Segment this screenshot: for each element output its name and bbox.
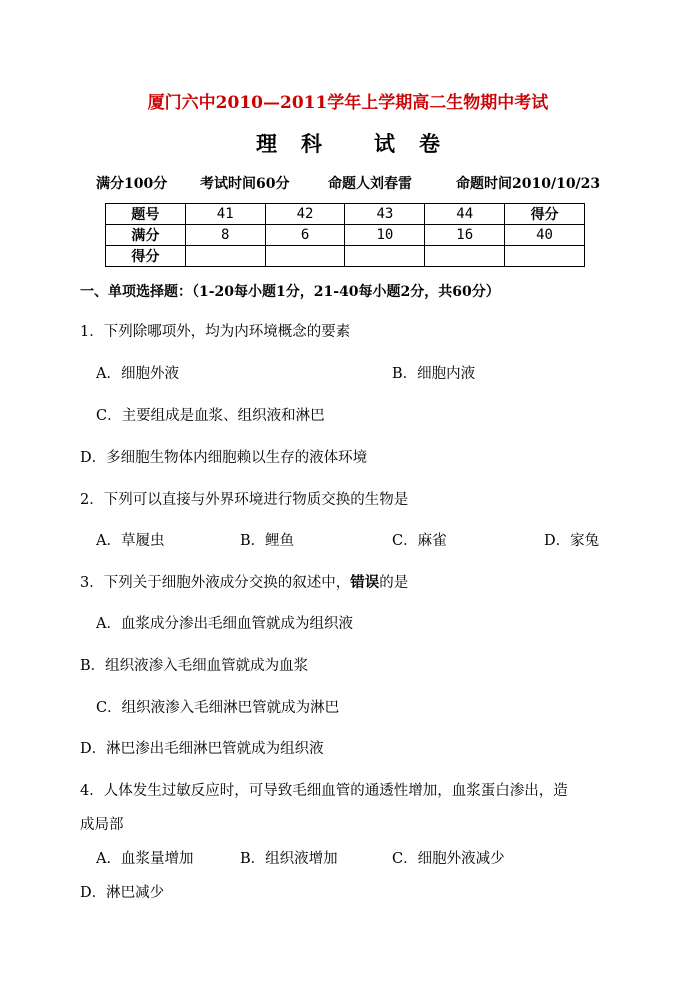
question-stem-continued: 成局部 xyxy=(80,817,124,833)
table-cell: 6 xyxy=(265,225,345,246)
table-cell: 43 xyxy=(345,204,425,225)
question-option: A．草履虫 xyxy=(96,533,165,549)
score-input-cell xyxy=(425,246,505,267)
table-cell: 题号 xyxy=(106,204,186,225)
question-stem: 1．下列除哪项外，均为内环境概念的要素 xyxy=(80,324,351,340)
question-stem-text: 的是 xyxy=(379,575,409,591)
table-cell: 16 xyxy=(425,225,505,246)
question-stem-text: 3．下列关于细胞外液成分交换的叙述中， xyxy=(80,575,351,591)
question-option: B．组织液渗入毛细血管就成为血浆 xyxy=(80,658,309,674)
table-cell: 10 xyxy=(345,225,425,246)
question-stem: 4．人体发生过敏反应时，可导致毛细血管的通透性增加，血浆蛋白渗出，造 xyxy=(80,783,568,799)
table-cell: 满分 xyxy=(106,225,186,246)
table-cell: 40 xyxy=(505,225,585,246)
subtitle-char: 试 xyxy=(374,131,395,156)
question-stem-emphasis: 错误 xyxy=(350,574,380,591)
question-option: D．淋巴渗出毛细淋巴管就成为组织液 xyxy=(80,741,324,757)
question-option: D．多细胞生物体内细胞赖以生存的液体环境 xyxy=(80,450,368,466)
question-option: C．麻雀 xyxy=(392,533,447,549)
score-input-cell xyxy=(505,246,585,267)
question-option: A．血浆成分渗出毛细血管就成为组织液 xyxy=(96,616,353,632)
question-option: C．组织液渗入毛细淋巴管就成为淋巴 xyxy=(96,700,340,716)
exam-time-info: 考试时间60分 xyxy=(200,176,290,192)
question-option: B．组织液增加 xyxy=(240,851,338,867)
question-option: C．细胞外液减少 xyxy=(392,851,505,867)
section-heading: 一、单项选择题：（1-20每小题1分，21-40每小题2分，共60分） xyxy=(80,284,500,300)
table-row xyxy=(106,204,585,225)
table-cell: 44 xyxy=(425,204,505,225)
question-option: D．淋巴减少 xyxy=(80,885,165,901)
table-cell: 42 xyxy=(265,204,345,225)
table-row xyxy=(106,246,585,267)
table-cell: 得分 xyxy=(106,246,186,267)
table-row xyxy=(106,225,585,246)
score-input-cell xyxy=(185,246,265,267)
question-option: C．主要组成是血浆、组织液和淋巴 xyxy=(96,408,325,424)
question-option: A．血浆量增加 xyxy=(96,851,194,867)
table-cell: 41 xyxy=(185,204,265,225)
paper-subtitle xyxy=(0,128,696,158)
subtitle-char: 科 xyxy=(301,131,322,156)
question-option: D．家兔 xyxy=(544,533,600,549)
table-cell: 8 xyxy=(185,225,265,246)
score-input-cell xyxy=(265,246,345,267)
question-stem: 2．下列可以直接与外界环境进行物质交换的生物是 xyxy=(80,492,409,508)
question-option: B．鲤鱼 xyxy=(240,533,295,549)
subtitle-char: 理 xyxy=(256,131,277,156)
author-info: 命题人刘春雷 xyxy=(328,176,412,192)
subtitle-char: 卷 xyxy=(419,131,440,156)
score-table xyxy=(105,203,585,267)
question-option: B．细胞内液 xyxy=(392,366,476,382)
table-cell: 得分 xyxy=(505,204,585,225)
exam-title: 厦门六中2010—2011学年上学期高二生物期中考试 xyxy=(147,93,549,113)
question-option: A．细胞外液 xyxy=(96,366,179,382)
date-info: 命题时间2010/10/23 xyxy=(456,176,601,192)
question-stem xyxy=(80,571,408,592)
full-score-info: 满分100分 xyxy=(96,176,168,192)
score-input-cell xyxy=(345,246,425,267)
